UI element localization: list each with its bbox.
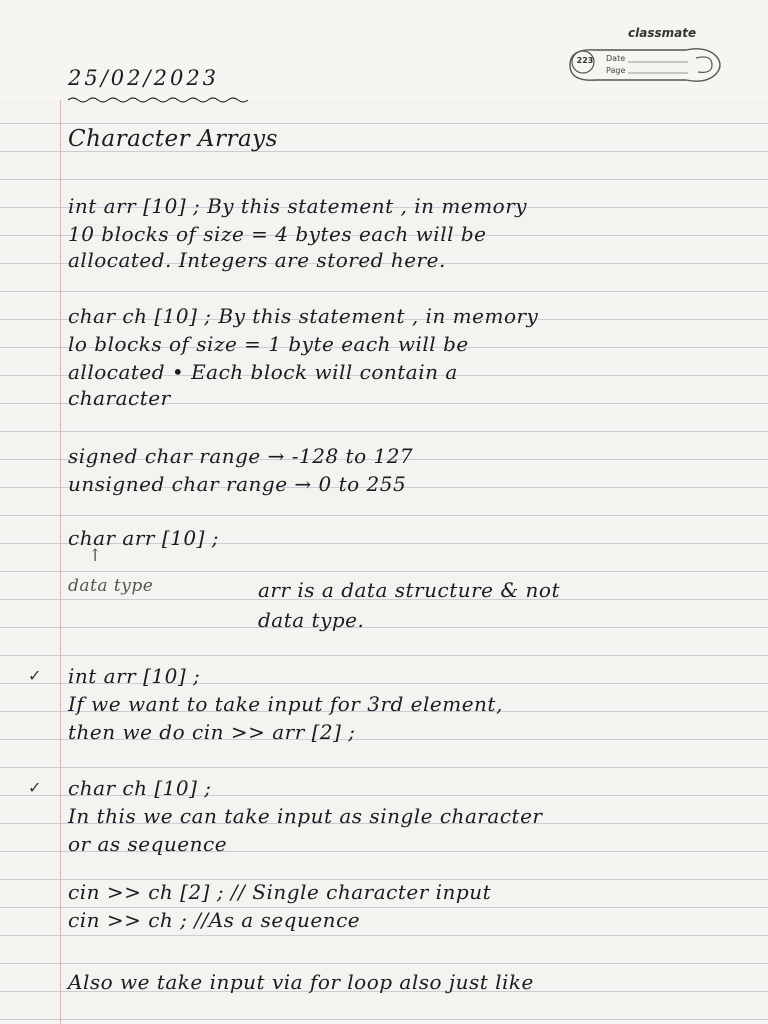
date-page-badge bbox=[566, 44, 726, 86]
check-mark-icon: ✓ bbox=[28, 666, 42, 685]
text-line-15: If we want to take input for 3rd element, bbox=[68, 692, 503, 716]
text-line-9: unsigned char range → 0 to 255 bbox=[68, 472, 407, 496]
text-line-14: int arr [10] ; bbox=[68, 664, 201, 688]
text-line-1: int arr [10] ; By this statement , in memory bbox=[68, 194, 528, 218]
text-line-7: character bbox=[68, 386, 171, 410]
text-line-12b: arr is a data structure & not bbox=[258, 578, 560, 602]
text-line-20: cin >> ch [2] ; // Single character input bbox=[68, 880, 492, 904]
text-line-13: data type. bbox=[258, 608, 365, 632]
text-line-2: 10 blocks of size = 4 bytes each will be bbox=[68, 222, 487, 246]
margin-line bbox=[60, 0, 61, 1024]
date-text: 25/02/2023 bbox=[68, 66, 220, 90]
text-line-19: or as sequence bbox=[68, 832, 228, 856]
text-line-16: then we do cin >> arr [2] ; bbox=[68, 720, 356, 744]
badge-number: 223 bbox=[576, 56, 594, 65]
arrow-up-icon: ↑ bbox=[88, 546, 103, 566]
text-line-12a: data type bbox=[68, 576, 154, 596]
date-underline-icon bbox=[68, 96, 258, 104]
text-line-8: signed char range → -128 to 127 bbox=[68, 444, 414, 468]
text-line-5: lo blocks of size = 1 byte each will be bbox=[68, 332, 469, 356]
badge-page-label: Page bbox=[606, 66, 626, 75]
page-heading: Character Arrays bbox=[68, 126, 278, 152]
brand-logo: classmate bbox=[628, 26, 697, 40]
text-line-4: char ch [10] ; By this statement , in memory bbox=[68, 304, 539, 328]
text-line-6: allocated • Each block will contain a bbox=[68, 360, 458, 384]
badge-date-label: Date bbox=[606, 54, 626, 63]
text-line-18: In this we can take input as single character bbox=[68, 804, 543, 828]
text-line-22: Also we take input via for loop also just like bbox=[68, 970, 534, 994]
text-line-21: cin >> ch ; //As a sequence bbox=[68, 908, 361, 932]
text-line-3: allocated. Integers are stored here. bbox=[68, 248, 446, 272]
badge-frame-icon bbox=[566, 44, 726, 86]
text-line-10: char arr [10] ; bbox=[68, 526, 219, 550]
check-mark-icon: ✓ bbox=[28, 778, 42, 797]
text-line-17: char ch [10] ; bbox=[68, 776, 212, 800]
